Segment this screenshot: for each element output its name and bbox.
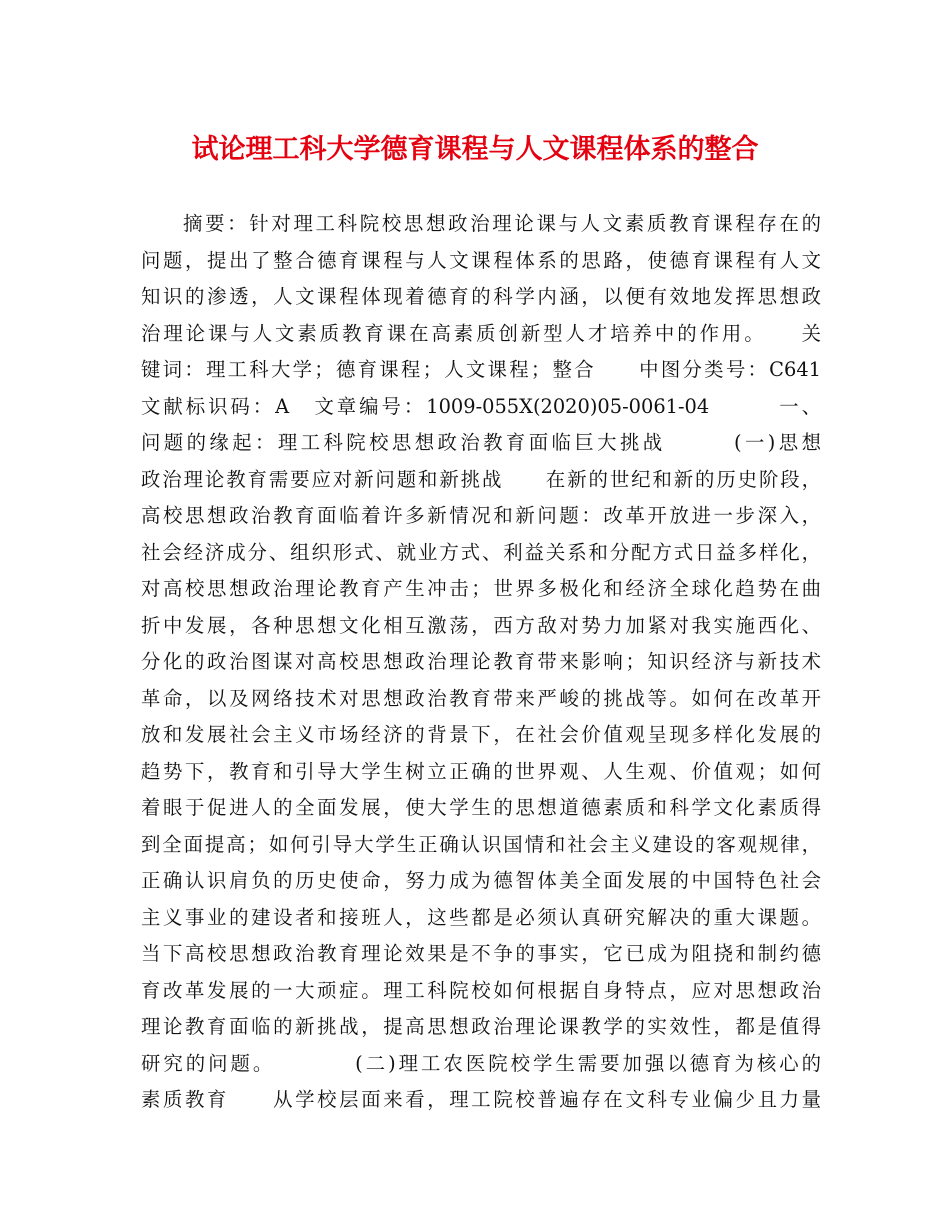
body-line: 问题的缘起：理工科院校思想政治教育面临巨大挑战 (一)思想	[141, 431, 821, 454]
body-line: 高校思想政治教育面临着许多新情况和新问题：改革开放进一步深入，	[141, 504, 821, 527]
body-line: 折中发展，各种思想文化相互激荡，西方敌对势力加紧对我实施西化、	[141, 613, 821, 637]
body-line: 素质教育 从学校层面来看，理工院校普遍存在文科专业偏少且力量	[141, 1088, 821, 1111]
body-line: 育改革发展的一大顽症。理工科院校如何根据自身特点，应对思想政治	[141, 978, 821, 1002]
body-line: 文献标识码：A 文章编号：1009-055X(2020)05-0061-04 一、	[141, 394, 821, 418]
body-line: 主义事业的建设者和接班人，这些都是必须认真研究解决的重大课题。	[141, 905, 821, 929]
body-line: 当下高校思想政治教育理论效果是不争的事实，它已成为阻挠和制约德	[141, 942, 821, 965]
body-line: 键词：理工科大学；德育课程；人文课程；整合 中图分类号：C641	[141, 358, 821, 381]
document-title: 试论理工科大学德育课程与人文课程体系的整合	[191, 134, 759, 165]
body-line: 研究的问题。 (二)理工农医院校学生需要加强以德育为核心的	[141, 1051, 821, 1075]
document-body	[141, 206, 821, 1119]
body-line: 理论教育面临的新挑战，提高思想政治理论课教学的实效性，都是值得	[141, 1015, 821, 1038]
body-line: 政治理论教育需要应对新问题和新挑战 在新的世纪和新的历史阶段，	[141, 467, 821, 491]
body-line: 放和发展社会主义市场经济的背景下，在社会价值观呈现多样化发展的	[141, 723, 821, 746]
body-line: 正确认识肩负的历史使命，努力成为德智体美全面发展的中国特色社会	[141, 869, 821, 892]
body-line: 对高校思想政治理论教育产生冲击；世界多极化和经济全球化趋势在曲	[141, 577, 821, 600]
body-line: 到全面提高；如何引导大学生正确认识国情和社会主义建设的客观规律，	[141, 832, 821, 856]
body-line: 革命，以及网络技术对思想政治教育带来严峻的挑战等。如何在改革开	[141, 686, 821, 710]
body-line: 问题，提出了整合德育课程与人文课程体系的思路，使德育课程有人文	[141, 248, 821, 272]
body-line: 摘要：针对理工科院校思想政治理论课与人文素质教育课程存在的	[183, 212, 821, 235]
body-line: 分化的政治图谋对高校思想政治理论教育带来影响；知识经济与新技术	[141, 650, 821, 673]
body-line: 知识的渗透，人文课程体现着德育的科学内涵，以便有效地发挥思想政	[141, 285, 821, 308]
body-line: 社会经济成分、组织形式、就业方式、利益关系和分配方式日益多样化，	[141, 540, 821, 564]
body-line: 着眼于促进人的全面发展，使大学生的思想道德素质和科学文化素质得	[141, 796, 821, 819]
body-line: 趋势下，教育和引导大学生树立正确的世界观、人生观、价值观；如何	[141, 759, 821, 783]
body-line: 治理论课与人文素质教育课在高素质创新型人才培养中的作用。 关	[141, 321, 821, 345]
